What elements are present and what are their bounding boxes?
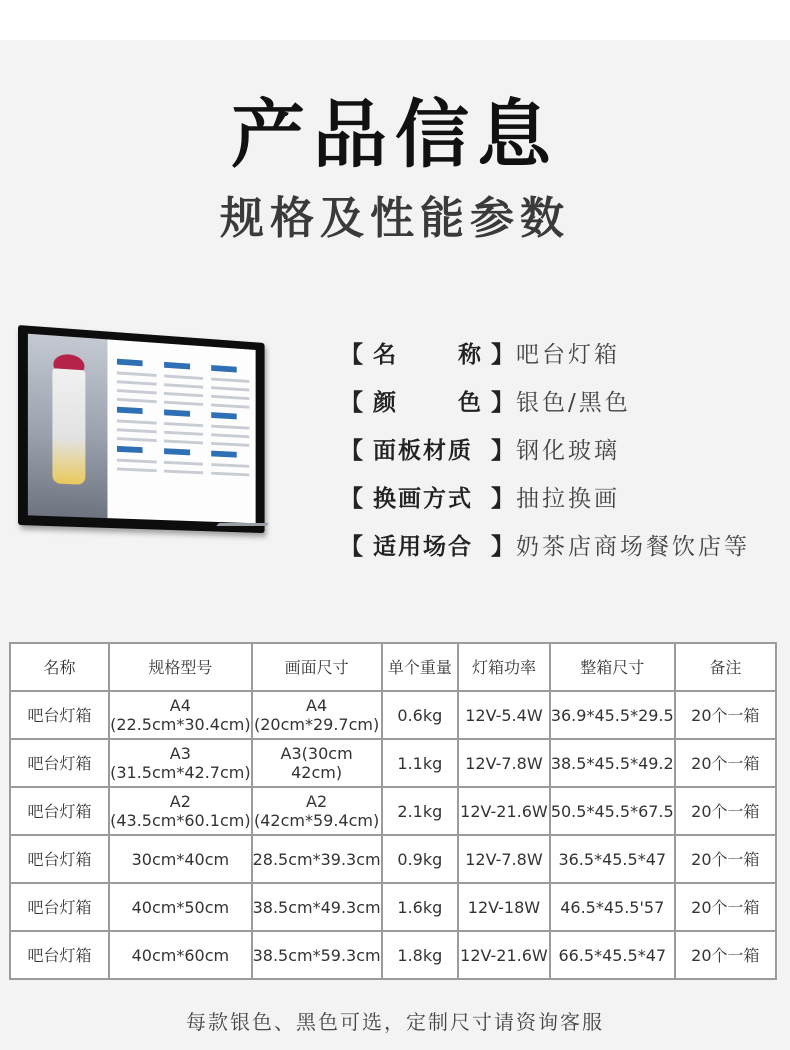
table-header-row	[10, 643, 776, 691]
cell-screen: 38.5cm*59.3cm	[252, 931, 382, 979]
cell-weight: 0.9kg	[382, 835, 458, 883]
table-row	[10, 739, 776, 787]
drink-photo	[28, 334, 108, 518]
column-header: 单个重量	[382, 643, 458, 691]
spec-row-material	[340, 424, 770, 472]
column-header: 名称	[10, 643, 109, 691]
cell-model: 30cm*40cm	[109, 835, 252, 883]
cell-model: A3 (31.5cm*42.7cm)	[109, 739, 252, 787]
spec-row-change-method	[340, 472, 770, 520]
cell-power: 12V-7.8W	[458, 739, 550, 787]
cell-note: 20个一箱	[675, 835, 776, 883]
spec-table	[9, 642, 777, 980]
cell-note: 20个一箱	[675, 787, 776, 835]
column-header: 画面尺寸	[252, 643, 382, 691]
spec-row-color	[340, 376, 770, 424]
cell-box: 50.5*45.5*67.5	[550, 787, 675, 835]
column-header: 灯箱功率	[458, 643, 550, 691]
cell-power: 12V-18W	[458, 883, 550, 931]
cell-screen: 28.5cm*39.3cm	[252, 835, 382, 883]
cell-model: A2 (43.5cm*60.1cm)	[109, 787, 252, 835]
spec-value: 钢化玻璃	[516, 437, 620, 464]
cell-name: 吧台灯箱	[10, 931, 109, 979]
cell-name: 吧台灯箱	[10, 691, 109, 739]
spec-label: 【 换画方式 】	[340, 485, 516, 512]
cell-name: 吧台灯箱	[10, 835, 109, 883]
spec-row-usage	[340, 520, 770, 568]
menu-column	[163, 357, 206, 507]
page-subtitle: 规格及性能参数	[220, 193, 570, 244]
cell-box: 36.9*45.5*29.5	[550, 691, 675, 739]
cell-screen: 38.5cm*49.3cm	[252, 883, 382, 931]
spec-value: 吧台灯箱	[516, 341, 620, 368]
table-row	[10, 883, 776, 931]
cell-box: 36.5*45.5*47	[550, 835, 675, 883]
cell-screen: A2 (42cm*59.4cm)	[252, 787, 382, 835]
cell-note: 20个一箱	[675, 931, 776, 979]
spec-label: 【 颜 色 】	[340, 389, 516, 416]
cell-weight: 2.1kg	[382, 787, 458, 835]
cell-power: 12V-5.4W	[458, 691, 550, 739]
table-row	[10, 787, 776, 835]
spec-label: 【 适用场合 】	[340, 533, 516, 560]
spec-value: 抽拉换画	[516, 485, 620, 512]
cell-name: 吧台灯箱	[10, 739, 109, 787]
cell-model: A4 (22.5cm*30.4cm)	[109, 691, 252, 739]
footer-note: 每款银色、黑色可选，定制尺寸请资询客服	[186, 1010, 604, 1034]
table-row	[10, 931, 776, 979]
cell-weight: 1.8kg	[382, 931, 458, 979]
product-image	[18, 325, 280, 540]
page-title: 产品信息	[231, 92, 559, 178]
cell-box: 38.5*45.5*49.2	[550, 739, 675, 787]
spec-row-name	[340, 328, 770, 376]
menu-column	[210, 361, 252, 510]
cell-name: 吧台灯箱	[10, 787, 109, 835]
cell-screen: A4 (20cm*29.7cm)	[252, 691, 382, 739]
spec-list	[340, 328, 770, 568]
drink-cup	[52, 368, 86, 485]
cell-weight: 1.1kg	[382, 739, 458, 787]
cell-power: 12V-21.6W	[458, 931, 550, 979]
column-header: 备注	[675, 643, 776, 691]
table-row	[10, 835, 776, 883]
column-header: 整箱尺寸	[550, 643, 675, 691]
cell-name: 吧台灯箱	[10, 883, 109, 931]
lightbox-screen	[28, 334, 256, 524]
spec-value: 奶茶店商场餐饮店等	[516, 533, 750, 560]
cell-box: 66.5*45.5*47	[550, 931, 675, 979]
cell-weight: 0.6kg	[382, 691, 458, 739]
lightbox-frame	[18, 325, 265, 533]
cell-power: 12V-21.6W	[458, 787, 550, 835]
menu-column	[115, 354, 158, 506]
cell-note: 20个一箱	[675, 691, 776, 739]
cell-screen: A3(30cm 42cm)	[252, 739, 382, 787]
cell-note: 20个一箱	[675, 883, 776, 931]
cell-model: 40cm*60cm	[109, 931, 252, 979]
spec-value: 银色/黑色	[516, 389, 631, 416]
cell-weight: 1.6kg	[382, 883, 458, 931]
table-row	[10, 691, 776, 739]
cell-box: 46.5*45.5'57	[550, 883, 675, 931]
spec-label: 【 名 称 】	[340, 341, 516, 368]
cell-power: 12V-7.8W	[458, 835, 550, 883]
column-header: 规格型号	[109, 643, 252, 691]
cell-note: 20个一箱	[675, 739, 776, 787]
spec-label: 【 面板材质 】	[340, 437, 516, 464]
cell-model: 40cm*50cm	[109, 883, 252, 931]
